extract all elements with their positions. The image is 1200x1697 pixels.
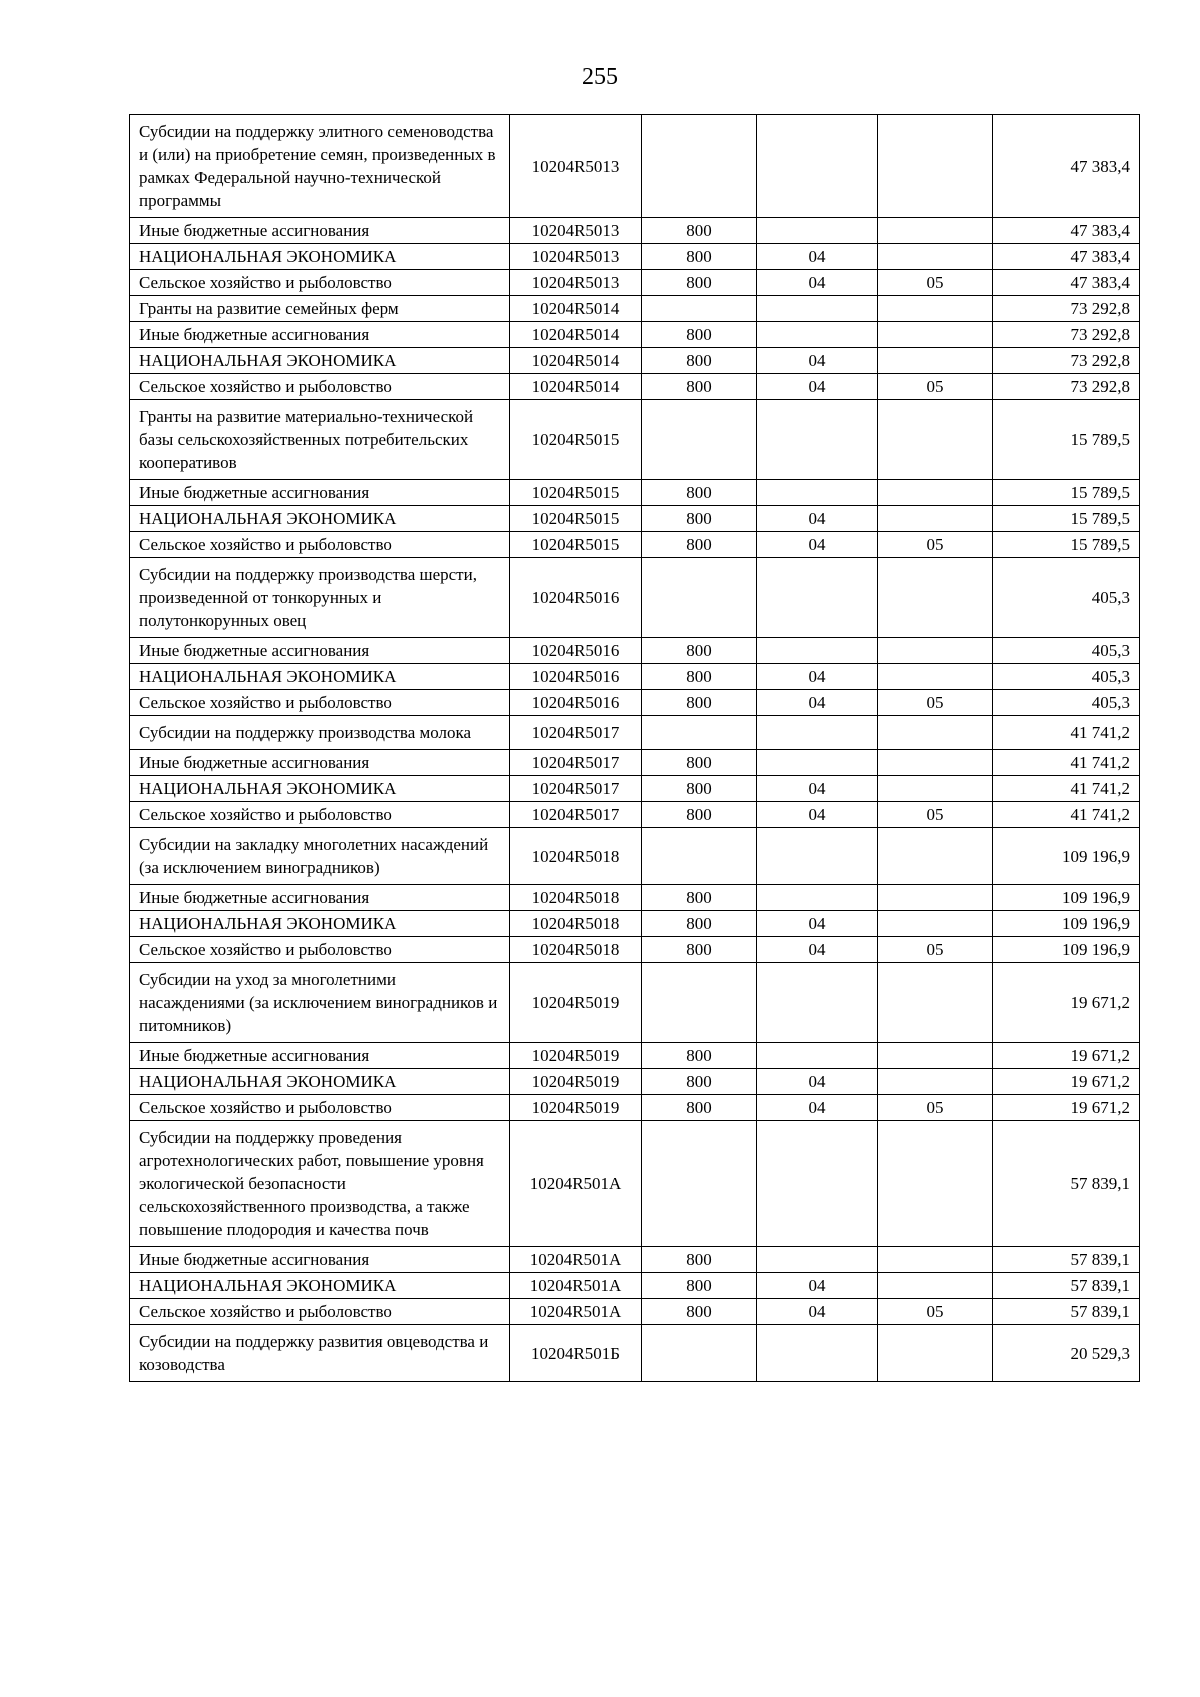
subsection-cell bbox=[878, 750, 993, 776]
target-code-cell: 10204R5017 bbox=[510, 716, 642, 750]
expense-name-cell: Сельское хозяйство и рыболовство bbox=[130, 532, 510, 558]
section-cell bbox=[757, 400, 878, 480]
section-cell: 04 bbox=[757, 690, 878, 716]
expense-name-cell: НАЦИОНАЛЬНАЯ ЭКОНОМИКА bbox=[130, 348, 510, 374]
target-code-cell: 10204R5019 bbox=[510, 1069, 642, 1095]
table-row bbox=[130, 1121, 1140, 1247]
expense-type-cell: 800 bbox=[642, 348, 757, 374]
amount-cell: 15 789,5 bbox=[993, 506, 1140, 532]
subsection-cell bbox=[878, 911, 993, 937]
subsection-cell bbox=[878, 1069, 993, 1095]
amount-cell: 47 383,4 bbox=[993, 218, 1140, 244]
table-row bbox=[130, 664, 1140, 690]
table-row bbox=[130, 506, 1140, 532]
section-cell bbox=[757, 480, 878, 506]
section-cell bbox=[757, 322, 878, 348]
expense-type-cell: 800 bbox=[642, 638, 757, 664]
amount-cell: 109 196,9 bbox=[993, 828, 1140, 885]
amount-cell: 15 789,5 bbox=[993, 532, 1140, 558]
expense-name-cell: НАЦИОНАЛЬНАЯ ЭКОНОМИКА bbox=[130, 244, 510, 270]
table-row bbox=[130, 776, 1140, 802]
amount-cell: 19 671,2 bbox=[993, 1095, 1140, 1121]
table-row bbox=[130, 480, 1140, 506]
expense-name-cell: Иные бюджетные ассигнования bbox=[130, 750, 510, 776]
expense-name-cell: НАЦИОНАЛЬНАЯ ЭКОНОМИКА bbox=[130, 1069, 510, 1095]
expense-type-cell: 800 bbox=[642, 1095, 757, 1121]
amount-cell: 47 383,4 bbox=[993, 244, 1140, 270]
expense-name-cell: НАЦИОНАЛЬНАЯ ЭКОНОМИКА bbox=[130, 776, 510, 802]
section-cell bbox=[757, 558, 878, 638]
expense-name-cell: Иные бюджетные ассигнования bbox=[130, 885, 510, 911]
section-cell: 04 bbox=[757, 1273, 878, 1299]
subsection-cell bbox=[878, 400, 993, 480]
target-code-cell: 10204R5013 bbox=[510, 270, 642, 296]
table-row bbox=[130, 911, 1140, 937]
expense-name-cell: Сельское хозяйство и рыболовство bbox=[130, 1299, 510, 1325]
expense-name-cell: Сельское хозяйство и рыболовство bbox=[130, 937, 510, 963]
expense-name-cell: Гранты на развитие семейных ферм bbox=[130, 296, 510, 322]
expense-name-cell: Сельское хозяйство и рыболовство bbox=[130, 1095, 510, 1121]
table-row bbox=[130, 296, 1140, 322]
amount-cell: 47 383,4 bbox=[993, 270, 1140, 296]
target-code-cell: 10204R5014 bbox=[510, 348, 642, 374]
expense-type-cell: 800 bbox=[642, 480, 757, 506]
target-code-cell: 10204R5018 bbox=[510, 828, 642, 885]
amount-cell: 15 789,5 bbox=[993, 400, 1140, 480]
expense-name-cell: Иные бюджетные ассигнования bbox=[130, 480, 510, 506]
target-code-cell: 10204R501А bbox=[510, 1299, 642, 1325]
section-cell bbox=[757, 1043, 878, 1069]
target-code-cell: 10204R5016 bbox=[510, 664, 642, 690]
expense-name-cell: Субсидии на поддержку развития овцеводства и козоводства bbox=[130, 1325, 510, 1382]
amount-cell: 41 741,2 bbox=[993, 802, 1140, 828]
expense-name-cell: НАЦИОНАЛЬНАЯ ЭКОНОМИКА bbox=[130, 1273, 510, 1299]
subsection-cell bbox=[878, 664, 993, 690]
table-row bbox=[130, 532, 1140, 558]
table-row bbox=[130, 1273, 1140, 1299]
table-row bbox=[130, 374, 1140, 400]
amount-cell: 57 839,1 bbox=[993, 1247, 1140, 1273]
section-cell: 04 bbox=[757, 374, 878, 400]
expense-type-cell: 800 bbox=[642, 218, 757, 244]
section-cell bbox=[757, 963, 878, 1043]
subsection-cell bbox=[878, 1325, 993, 1382]
subsection-cell bbox=[878, 348, 993, 374]
target-code-cell: 10204R5018 bbox=[510, 911, 642, 937]
expense-name-cell: Субсидии на поддержку производства шерсти, произведенной от тонкорунных и полутонкорунных овец bbox=[130, 558, 510, 638]
subsection-cell bbox=[878, 322, 993, 348]
table-row bbox=[130, 1069, 1140, 1095]
expense-type-cell: 800 bbox=[642, 750, 757, 776]
section-cell: 04 bbox=[757, 911, 878, 937]
target-code-cell: 10204R5013 bbox=[510, 244, 642, 270]
amount-cell: 109 196,9 bbox=[993, 937, 1140, 963]
table-row bbox=[130, 348, 1140, 374]
expense-type-cell bbox=[642, 963, 757, 1043]
target-code-cell: 10204R5019 bbox=[510, 1043, 642, 1069]
subsection-cell bbox=[878, 1043, 993, 1069]
expense-type-cell: 800 bbox=[642, 1273, 757, 1299]
expense-name-cell: Иные бюджетные ассигнования bbox=[130, 322, 510, 348]
subsection-cell bbox=[878, 828, 993, 885]
target-code-cell: 10204R5017 bbox=[510, 750, 642, 776]
subsection-cell: 05 bbox=[878, 532, 993, 558]
subsection-cell bbox=[878, 218, 993, 244]
expense-type-cell: 800 bbox=[642, 664, 757, 690]
expense-name-cell: Сельское хозяйство и рыболовство bbox=[130, 690, 510, 716]
amount-cell: 20 529,3 bbox=[993, 1325, 1140, 1382]
section-cell: 04 bbox=[757, 348, 878, 374]
expense-type-cell: 800 bbox=[642, 1043, 757, 1069]
target-code-cell: 10204R5019 bbox=[510, 963, 642, 1043]
expense-type-cell: 800 bbox=[642, 885, 757, 911]
target-code-cell: 10204R5016 bbox=[510, 638, 642, 664]
target-code-cell: 10204R501А bbox=[510, 1247, 642, 1273]
subsection-cell bbox=[878, 296, 993, 322]
target-code-cell: 10204R5015 bbox=[510, 480, 642, 506]
subsection-cell bbox=[878, 716, 993, 750]
subsection-cell bbox=[878, 885, 993, 911]
expense-type-cell bbox=[642, 558, 757, 638]
expense-name-cell: Субсидии на уход за многолетними насаждениями (за исключением виноградников и питомников) bbox=[130, 963, 510, 1043]
expense-name-cell: НАЦИОНАЛЬНАЯ ЭКОНОМИКА bbox=[130, 911, 510, 937]
amount-cell: 73 292,8 bbox=[993, 322, 1140, 348]
amount-cell: 405,3 bbox=[993, 664, 1140, 690]
table-row bbox=[130, 270, 1140, 296]
subsection-cell: 05 bbox=[878, 690, 993, 716]
target-code-cell: 10204R5014 bbox=[510, 296, 642, 322]
target-code-cell: 10204R5014 bbox=[510, 322, 642, 348]
table-row bbox=[130, 716, 1140, 750]
target-code-cell: 10204R501А bbox=[510, 1273, 642, 1299]
expense-type-cell: 800 bbox=[642, 776, 757, 802]
target-code-cell: 10204R5019 bbox=[510, 1095, 642, 1121]
subsection-cell bbox=[878, 244, 993, 270]
section-cell bbox=[757, 828, 878, 885]
section-cell bbox=[757, 716, 878, 750]
target-code-cell: 10204R5013 bbox=[510, 218, 642, 244]
amount-cell: 19 671,2 bbox=[993, 1043, 1140, 1069]
expense-name-cell: Субсидии на поддержку проведения агротехнологических работ, повышение уровня экологической безопасности сельскохозяйственного производства, а также повышение плодородия и качества почв bbox=[130, 1121, 510, 1247]
subsection-cell bbox=[878, 638, 993, 664]
expense-type-cell: 800 bbox=[642, 506, 757, 532]
subsection-cell bbox=[878, 776, 993, 802]
expense-type-cell bbox=[642, 296, 757, 322]
subsection-cell: 05 bbox=[878, 937, 993, 963]
table-row bbox=[130, 638, 1140, 664]
section-cell: 04 bbox=[757, 937, 878, 963]
subsection-cell bbox=[878, 1121, 993, 1247]
section-cell: 04 bbox=[757, 802, 878, 828]
table-row bbox=[130, 1299, 1140, 1325]
target-code-cell: 10204R501Б bbox=[510, 1325, 642, 1382]
section-cell: 04 bbox=[757, 776, 878, 802]
table-row bbox=[130, 322, 1140, 348]
amount-cell: 57 839,1 bbox=[993, 1273, 1140, 1299]
expense-type-cell bbox=[642, 115, 757, 218]
table-row bbox=[130, 963, 1140, 1043]
amount-cell: 109 196,9 bbox=[993, 911, 1140, 937]
table-row bbox=[130, 750, 1140, 776]
subsection-cell bbox=[878, 558, 993, 638]
expense-name-cell: Субсидии на поддержку элитного семеноводства и (или) на приобретение семян, произведенных в рамках Федеральной научно-технической программы bbox=[130, 115, 510, 218]
section-cell bbox=[757, 115, 878, 218]
expense-type-cell: 800 bbox=[642, 690, 757, 716]
section-cell: 04 bbox=[757, 506, 878, 532]
table-row bbox=[130, 828, 1140, 885]
section-cell bbox=[757, 1121, 878, 1247]
budget-table bbox=[129, 114, 1140, 1382]
expense-name-cell: НАЦИОНАЛЬНАЯ ЭКОНОМИКА bbox=[130, 664, 510, 690]
subsection-cell: 05 bbox=[878, 374, 993, 400]
subsection-cell: 05 bbox=[878, 802, 993, 828]
section-cell: 04 bbox=[757, 532, 878, 558]
expense-name-cell: Сельское хозяйство и рыболовство bbox=[130, 802, 510, 828]
table-row bbox=[130, 244, 1140, 270]
expense-type-cell: 800 bbox=[642, 322, 757, 348]
table-row bbox=[130, 400, 1140, 480]
amount-cell: 47 383,4 bbox=[993, 115, 1140, 218]
expense-type-cell: 800 bbox=[642, 244, 757, 270]
section-cell: 04 bbox=[757, 1095, 878, 1121]
section-cell bbox=[757, 296, 878, 322]
table-row bbox=[130, 1325, 1140, 1382]
target-code-cell: 10204R5015 bbox=[510, 532, 642, 558]
amount-cell: 41 741,2 bbox=[993, 776, 1140, 802]
table-body bbox=[130, 115, 1140, 1382]
target-code-cell: 10204R5016 bbox=[510, 558, 642, 638]
expense-type-cell: 800 bbox=[642, 802, 757, 828]
amount-cell: 19 671,2 bbox=[993, 1069, 1140, 1095]
section-cell: 04 bbox=[757, 244, 878, 270]
expense-name-cell: НАЦИОНАЛЬНАЯ ЭКОНОМИКА bbox=[130, 506, 510, 532]
expense-type-cell bbox=[642, 1121, 757, 1247]
table-row bbox=[130, 885, 1140, 911]
target-code-cell: 10204R5018 bbox=[510, 885, 642, 911]
table-row bbox=[130, 937, 1140, 963]
section-cell: 04 bbox=[757, 1069, 878, 1095]
amount-cell: 15 789,5 bbox=[993, 480, 1140, 506]
section-cell: 04 bbox=[757, 1299, 878, 1325]
expense-type-cell: 800 bbox=[642, 1247, 757, 1273]
section-cell bbox=[757, 750, 878, 776]
subsection-cell bbox=[878, 1273, 993, 1299]
table-row bbox=[130, 690, 1140, 716]
section-cell bbox=[757, 218, 878, 244]
expense-type-cell bbox=[642, 1325, 757, 1382]
target-code-cell: 10204R5015 bbox=[510, 506, 642, 532]
amount-cell: 41 741,2 bbox=[993, 750, 1140, 776]
expense-name-cell: Сельское хозяйство и рыболовство bbox=[130, 374, 510, 400]
table-row bbox=[130, 1095, 1140, 1121]
section-cell bbox=[757, 1325, 878, 1382]
subsection-cell bbox=[878, 506, 993, 532]
expense-type-cell: 800 bbox=[642, 1299, 757, 1325]
target-code-cell: 10204R5017 bbox=[510, 776, 642, 802]
amount-cell: 109 196,9 bbox=[993, 885, 1140, 911]
table-row bbox=[130, 1247, 1140, 1273]
amount-cell: 73 292,8 bbox=[993, 348, 1140, 374]
amount-cell: 57 839,1 bbox=[993, 1121, 1140, 1247]
expense-type-cell bbox=[642, 828, 757, 885]
expense-name-cell: Иные бюджетные ассигнования bbox=[130, 638, 510, 664]
expense-type-cell: 800 bbox=[642, 374, 757, 400]
expense-name-cell: Иные бюджетные ассигнования bbox=[130, 1043, 510, 1069]
amount-cell: 73 292,8 bbox=[993, 296, 1140, 322]
target-code-cell: 10204R5016 bbox=[510, 690, 642, 716]
target-code-cell: 10204R5015 bbox=[510, 400, 642, 480]
target-code-cell: 10204R5017 bbox=[510, 802, 642, 828]
section-cell bbox=[757, 885, 878, 911]
expense-name-cell: Гранты на развитие материально-технической базы сельскохозяйственных потребительских кооперативов bbox=[130, 400, 510, 480]
table-row bbox=[130, 1043, 1140, 1069]
subsection-cell: 05 bbox=[878, 1299, 993, 1325]
subsection-cell: 05 bbox=[878, 1095, 993, 1121]
page-number: 255 bbox=[582, 64, 618, 90]
amount-cell: 57 839,1 bbox=[993, 1299, 1140, 1325]
section-cell: 04 bbox=[757, 664, 878, 690]
expense-type-cell: 800 bbox=[642, 1069, 757, 1095]
subsection-cell bbox=[878, 963, 993, 1043]
subsection-cell bbox=[878, 115, 993, 218]
target-code-cell: 10204R501А bbox=[510, 1121, 642, 1247]
expense-type-cell: 800 bbox=[642, 532, 757, 558]
expense-type-cell bbox=[642, 716, 757, 750]
expense-name-cell: Иные бюджетные ассигнования bbox=[130, 1247, 510, 1273]
expense-type-cell: 800 bbox=[642, 270, 757, 296]
target-code-cell: 10204R5013 bbox=[510, 115, 642, 218]
table-row bbox=[130, 218, 1140, 244]
table-row bbox=[130, 558, 1140, 638]
section-cell bbox=[757, 638, 878, 664]
amount-cell: 73 292,8 bbox=[993, 374, 1140, 400]
amount-cell: 405,3 bbox=[993, 558, 1140, 638]
amount-cell: 19 671,2 bbox=[993, 963, 1140, 1043]
target-code-cell: 10204R5014 bbox=[510, 374, 642, 400]
target-code-cell: 10204R5018 bbox=[510, 937, 642, 963]
table-row bbox=[130, 115, 1140, 218]
section-cell bbox=[757, 1247, 878, 1273]
expense-name-cell: Субсидии на поддержку производства молока bbox=[130, 716, 510, 750]
subsection-cell: 05 bbox=[878, 270, 993, 296]
expense-type-cell: 800 bbox=[642, 911, 757, 937]
expense-name-cell: Иные бюджетные ассигнования bbox=[130, 218, 510, 244]
expense-name-cell: Субсидии на закладку многолетних насаждений (за исключением виноградников) bbox=[130, 828, 510, 885]
expense-type-cell bbox=[642, 400, 757, 480]
amount-cell: 41 741,2 bbox=[993, 716, 1140, 750]
expense-type-cell: 800 bbox=[642, 937, 757, 963]
subsection-cell bbox=[878, 1247, 993, 1273]
section-cell: 04 bbox=[757, 270, 878, 296]
amount-cell: 405,3 bbox=[993, 638, 1140, 664]
amount-cell: 405,3 bbox=[993, 690, 1140, 716]
expense-name-cell: Сельское хозяйство и рыболовство bbox=[130, 270, 510, 296]
table-row bbox=[130, 802, 1140, 828]
subsection-cell bbox=[878, 480, 993, 506]
